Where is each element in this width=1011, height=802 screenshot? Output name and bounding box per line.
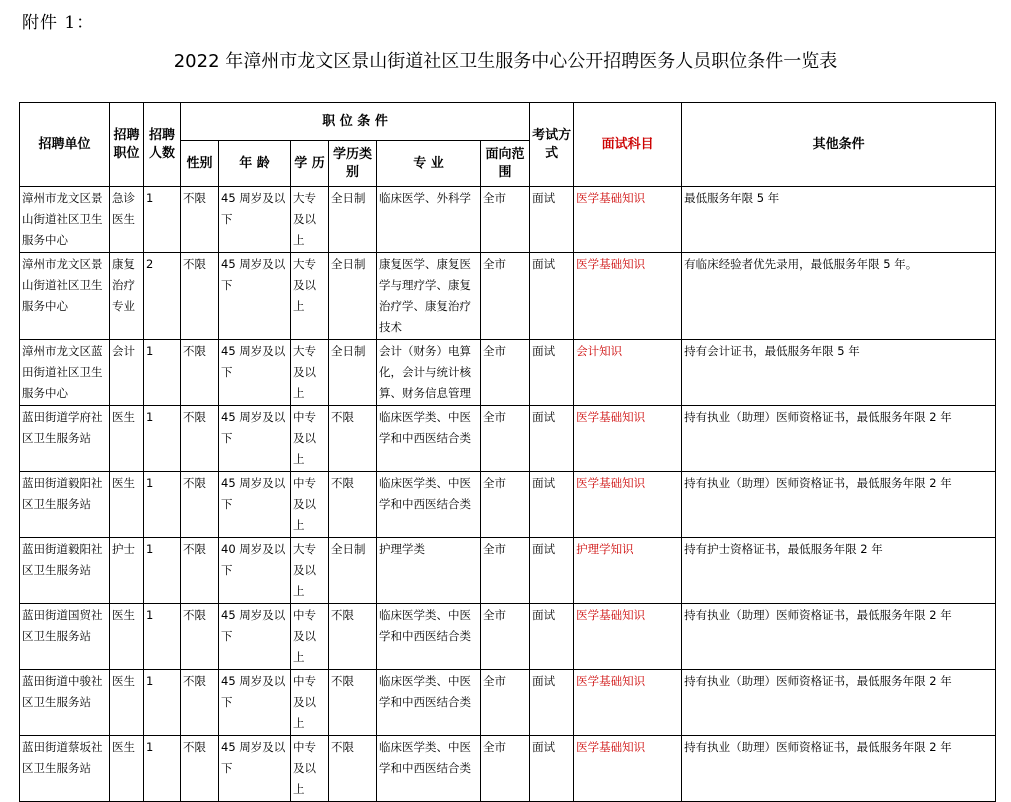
- cell-major: 临床医学类、中医学和中西医结合类: [377, 472, 481, 538]
- cell-age: 40 周岁及以下: [219, 538, 291, 604]
- cell-other: 持有执业（助理）医师资格证书，最低服务年限 2 年: [682, 406, 996, 472]
- cell-other: 有临床经验者优先录用，最低服务年限 5 年。: [682, 253, 996, 340]
- cell-age: 45 周岁及以下: [219, 340, 291, 406]
- table-row: [20, 253, 996, 340]
- cell-interview: 医学基础知识: [574, 670, 682, 736]
- cell-other: 持有执业（助理）医师资格证书，最低服务年限 2 年: [682, 472, 996, 538]
- table-row: [20, 472, 996, 538]
- cell-education: 中专及以上: [291, 670, 329, 736]
- cell-exam: 面试: [530, 253, 574, 340]
- cell-exam: 面试: [530, 340, 574, 406]
- header-row-1: [20, 103, 996, 141]
- cell-gender: 不限: [181, 538, 219, 604]
- header-unit: 招聘单位: [20, 103, 110, 187]
- cell-scope: 全市: [481, 670, 530, 736]
- cell-gender: 不限: [181, 406, 219, 472]
- cell-other: 持有护士资格证书，最低服务年限 2 年: [682, 538, 996, 604]
- header-count: 招聘人数: [144, 103, 181, 187]
- cell-position: 急诊医生: [110, 187, 144, 253]
- cell-major: 护理学类: [377, 538, 481, 604]
- header-age: 年 龄: [219, 141, 291, 187]
- cell-major: 临床医学、外科学: [377, 187, 481, 253]
- recruitment-table: [19, 102, 996, 802]
- cell-exam: 面试: [530, 538, 574, 604]
- cell-scope: 全市: [481, 340, 530, 406]
- cell-interview: 医学基础知识: [574, 187, 682, 253]
- cell-edu-type: 全日制: [329, 340, 377, 406]
- cell-major: 会计（财务）电算化，会计与统计核算、财务信息管理: [377, 340, 481, 406]
- cell-major: 临床医学类、中医学和中西医结合类: [377, 406, 481, 472]
- cell-unit: 漳州市龙文区景山街道社区卫生服务中心: [20, 187, 110, 253]
- cell-other: 持有执业（助理）医师资格证书，最低服务年限 2 年: [682, 670, 996, 736]
- cell-unit: 蓝田街道国贸社区卫生服务站: [20, 604, 110, 670]
- cell-position: 医生: [110, 670, 144, 736]
- header-major: 专 业: [377, 141, 481, 187]
- cell-interview: 医学基础知识: [574, 604, 682, 670]
- cell-exam: 面试: [530, 187, 574, 253]
- table-row: [20, 670, 996, 736]
- cell-other: 持有会计证书，最低服务年限 5 年: [682, 340, 996, 406]
- table-row: [20, 406, 996, 472]
- cell-major: 临床医学类、中医学和中西医结合类: [377, 604, 481, 670]
- header-scope: 面向范围: [481, 141, 530, 187]
- cell-gender: 不限: [181, 736, 219, 802]
- cell-scope: 全市: [481, 736, 530, 802]
- cell-count: 1: [144, 187, 181, 253]
- cell-other: 最低服务年限 5 年: [682, 187, 996, 253]
- cell-count: 1: [144, 736, 181, 802]
- cell-education: 中专及以上: [291, 604, 329, 670]
- cell-scope: 全市: [481, 538, 530, 604]
- cell-age: 45 周岁及以下: [219, 472, 291, 538]
- cell-education: 大专及以上: [291, 253, 329, 340]
- cell-age: 45 周岁及以下: [219, 670, 291, 736]
- cell-scope: 全市: [481, 604, 530, 670]
- cell-count: 1: [144, 472, 181, 538]
- page-title: 2022 年漳州市龙文区景山街道社区卫生服务中心公开招聘医务人员职位条件一览表: [173, 51, 838, 72]
- cell-count: 1: [144, 604, 181, 670]
- cell-other: 持有执业（助理）医师资格证书，最低服务年限 2 年: [682, 604, 996, 670]
- cell-age: 45 周岁及以下: [219, 604, 291, 670]
- cell-count: 1: [144, 340, 181, 406]
- cell-interview: 医学基础知识: [574, 253, 682, 340]
- cell-unit: 蓝田街道毅阳社区卫生服务站: [20, 538, 110, 604]
- cell-gender: 不限: [181, 253, 219, 340]
- cell-position: 医生: [110, 736, 144, 802]
- table-row: [20, 736, 996, 802]
- cell-position: 会计: [110, 340, 144, 406]
- cell-other: 持有执业（助理）医师资格证书，最低服务年限 2 年: [682, 736, 996, 802]
- cell-interview: 会计知识: [574, 340, 682, 406]
- cell-gender: 不限: [181, 604, 219, 670]
- cell-count: 2: [144, 253, 181, 340]
- cell-position: 医生: [110, 604, 144, 670]
- cell-position: 医生: [110, 406, 144, 472]
- header-conditions: 职 位 条 件: [181, 103, 530, 141]
- cell-scope: 全市: [481, 472, 530, 538]
- cell-gender: 不限: [181, 340, 219, 406]
- cell-position: 医生: [110, 472, 144, 538]
- cell-edu-type: 不限: [329, 604, 377, 670]
- cell-edu-type: 不限: [329, 406, 377, 472]
- cell-interview: 医学基础知识: [574, 406, 682, 472]
- cell-interview: 护理学知识: [574, 538, 682, 604]
- cell-interview: 医学基础知识: [574, 472, 682, 538]
- cell-major: 康复医学、康复医学与理疗学、康复治疗学、康复治疗技术: [377, 253, 481, 340]
- table-row: [20, 340, 996, 406]
- cell-unit: 蓝田街道学府社区卫生服务站: [20, 406, 110, 472]
- header-gender: 性别: [181, 141, 219, 187]
- cell-count: 1: [144, 406, 181, 472]
- header-education: 学 历: [291, 141, 329, 187]
- cell-scope: 全市: [481, 406, 530, 472]
- cell-unit: 漳州市龙文区景山街道社区卫生服务中心: [20, 253, 110, 340]
- cell-exam: 面试: [530, 604, 574, 670]
- cell-age: 45 周岁及以下: [219, 406, 291, 472]
- cell-unit: 蓝田街道毅阳社区卫生服务站: [20, 472, 110, 538]
- table-row: [20, 538, 996, 604]
- cell-position: 康复治疗专业: [110, 253, 144, 340]
- cell-education: 大专及以上: [291, 187, 329, 253]
- cell-major: 临床医学类、中医学和中西医结合类: [377, 736, 481, 802]
- cell-age: 45 周岁及以下: [219, 736, 291, 802]
- cell-scope: 全市: [481, 253, 530, 340]
- cell-edu-type: 不限: [329, 472, 377, 538]
- table-row: [20, 187, 996, 253]
- cell-exam: 面试: [530, 670, 574, 736]
- table-body: [20, 103, 996, 802]
- cell-position: 护士: [110, 538, 144, 604]
- cell-exam: 面试: [530, 472, 574, 538]
- cell-gender: 不限: [181, 472, 219, 538]
- cell-exam: 面试: [530, 736, 574, 802]
- cell-edu-type: 不限: [329, 670, 377, 736]
- cell-education: 中专及以上: [291, 736, 329, 802]
- header-position: 招聘职位: [110, 103, 144, 187]
- cell-unit: 蓝田街道中骏社区卫生服务站: [20, 670, 110, 736]
- cell-interview: 医学基础知识: [574, 736, 682, 802]
- header-exam: 考试方式: [530, 103, 574, 187]
- cell-education: 中专及以上: [291, 472, 329, 538]
- header-edu-type: 学历类别: [329, 141, 377, 187]
- cell-education: 中专及以上: [291, 406, 329, 472]
- cell-major: 临床医学类、中医学和中西医结合类: [377, 670, 481, 736]
- cell-edu-type: 全日制: [329, 538, 377, 604]
- cell-age: 45 周岁及以下: [219, 253, 291, 340]
- cell-gender: 不限: [181, 670, 219, 736]
- cell-scope: 全市: [481, 187, 530, 253]
- cell-edu-type: 全日制: [329, 253, 377, 340]
- header-interview: 面试科目: [574, 103, 682, 187]
- cell-gender: 不限: [181, 187, 219, 253]
- cell-count: 1: [144, 670, 181, 736]
- table-row: [20, 604, 996, 670]
- cell-unit: 蓝田街道蔡坂社区卫生服务站: [20, 736, 110, 802]
- cell-exam: 面试: [530, 406, 574, 472]
- attachment-label: 附件 1：: [22, 13, 95, 33]
- cell-count: 1: [144, 538, 181, 604]
- cell-education: 大专及以上: [291, 340, 329, 406]
- cell-edu-type: 全日制: [329, 187, 377, 253]
- cell-unit: 漳州市龙文区蓝田街道社区卫生服务中心: [20, 340, 110, 406]
- header-other: 其他条件: [682, 103, 996, 187]
- cell-education: 大专及以上: [291, 538, 329, 604]
- cell-edu-type: 不限: [329, 736, 377, 802]
- cell-age: 45 周岁及以下: [219, 187, 291, 253]
